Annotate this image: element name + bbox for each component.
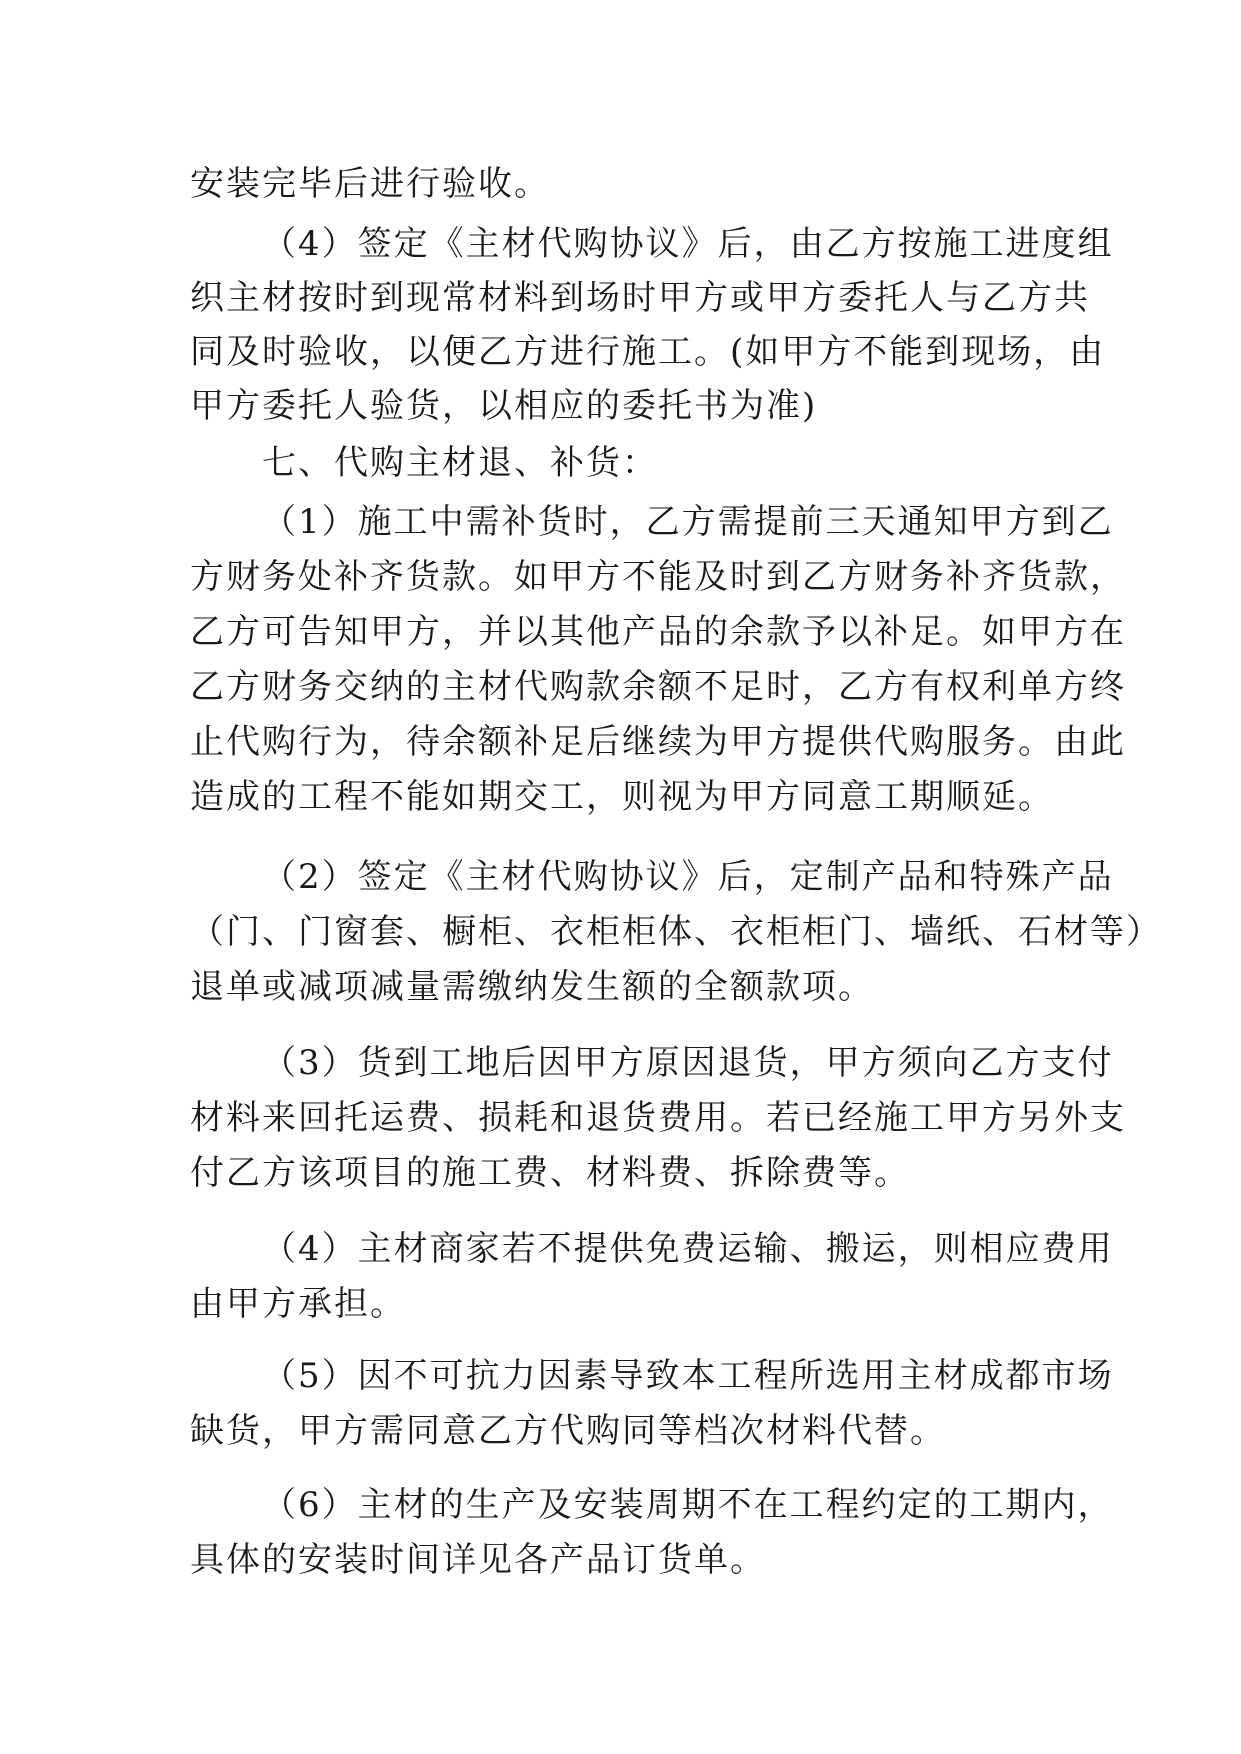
- text-line: 止代购行为，待余额补足后继续为甲方提供代购服务。由此: [190, 722, 1126, 762]
- text-line: 织主材按时到现常材料到场时甲方或甲方委托人与乙方共: [190, 278, 1090, 318]
- text-line: （5）因不可抗力因素导致本工程所选用主材成都市场: [262, 1356, 1114, 1396]
- text-line: 退单或减项减量需缴纳发生额的全额款项。: [190, 967, 874, 1007]
- text-line: （4）签定《主材代购协议》后，由乙方按施工进度组: [262, 224, 1114, 264]
- text-line: （4）主材商家若不提供免费运输、搬运，则相应费用: [262, 1229, 1114, 1269]
- text-line: 缺货，甲方需同意乙方代购同等档次材料代替。: [190, 1411, 946, 1451]
- text-line: 同及时验收，以便乙方进行施工。(如甲方不能到现场，由: [190, 332, 1106, 372]
- text-line: 付乙方该项目的施工费、材料费、拆除费等。: [190, 1153, 910, 1193]
- text-line: 材料来回托运费、损耗和退货费用。若已经施工甲方另外支: [190, 1098, 1126, 1138]
- text-line: （门、门窗套、橱柜、衣柜柜体、衣柜柜门、墙纸、石材等）: [190, 912, 1162, 952]
- text-line: 乙方可告知甲方，并以其他产品的余款予以补足。如甲方在: [190, 612, 1126, 652]
- text-line: 具体的安装时间详见各产品订货单。: [190, 1540, 766, 1580]
- text-line: 安装完毕后进行验收。: [190, 164, 550, 204]
- text-line: 乙方财务交纳的主材代购款余额不足时，乙方有权利单方终: [190, 667, 1126, 707]
- text-line: （1）施工中需补货时，乙方需提前三天通知甲方到乙: [262, 502, 1114, 542]
- text-line: 甲方委托人验货，以相应的委托书为准): [190, 386, 818, 426]
- text-line: （3）货到工地后因甲方原因退货，甲方须向乙方支付: [262, 1043, 1114, 1083]
- text-line: 方财务处补齐货款。如甲方不能及时到乙方财务补齐货款，: [190, 557, 1126, 597]
- text-line: （2）签定《主材代购协议》后，定制产品和特殊产品: [262, 857, 1114, 897]
- text-line: （6）主材的生产及安装周期不在工程约定的工期内，: [262, 1485, 1114, 1525]
- text-line: 由甲方承担。: [190, 1284, 406, 1324]
- section-heading: 七、代购主材退、补货：: [262, 443, 658, 483]
- text-line: 造成的工程不能如期交工，则视为甲方同意工期顺延。: [190, 777, 1054, 817]
